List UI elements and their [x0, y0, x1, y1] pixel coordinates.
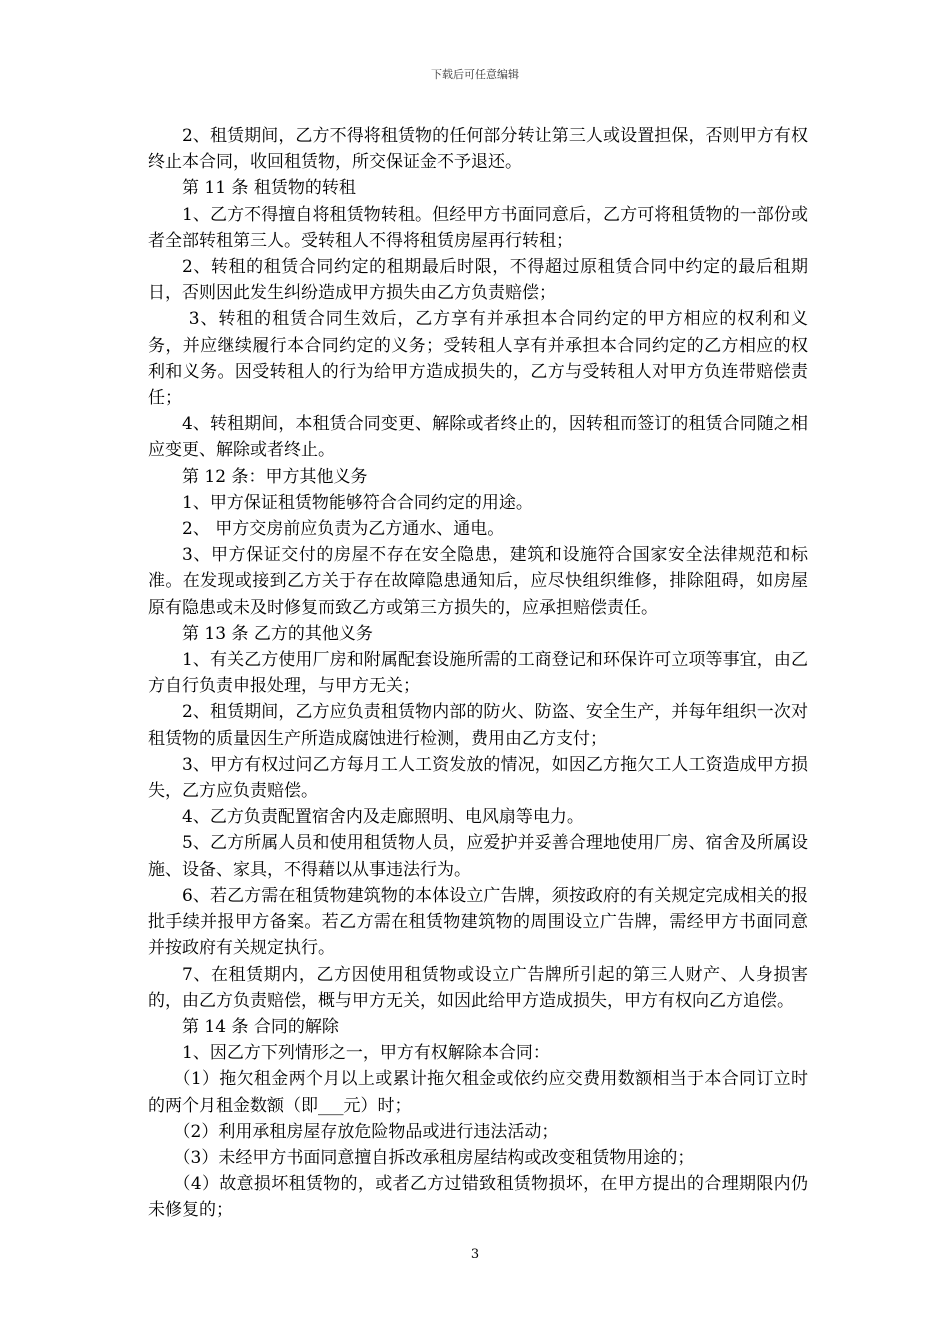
- list-item: （1）拖欠租金两个月以上或累计拖欠租金或依约应交费用数额相当于本合同订立时的两个月租金数额（即___元）时；: [148, 1069, 808, 1116]
- article-heading: 第 12 条：甲方其他义务: [182, 466, 368, 487]
- paragraph: 2、租赁期间，乙方应负责租赁物内部的防火、防盗、安全生产，并每年组织一次对租赁物的质量因生产所造成腐蚀进行检测，费用由乙方支付；: [148, 702, 808, 749]
- paragraph: 4、乙方负责配置宿舍内及走廊照明、电风扇等电力。: [182, 807, 584, 828]
- paragraph: 2、租赁期间，乙方不得将租赁物的任何部分转让第三人或设置担保，否则甲方有权终止本合同，收回租赁物，所交保证金不予退还。: [148, 126, 808, 173]
- paragraph: 6、若乙方需在租赁物建筑物的本体设立广告牌，须按政府的有关规定完成相关的报批手续并报甲方备案。若乙方需在租赁物建筑物的周围设立广告牌，需经甲方书面同意并按政府有关规定执行。: [148, 885, 808, 959]
- list-item: （2）利用承租房屋存放危险物品或进行违法活动；: [173, 1121, 559, 1142]
- paragraph: 1、有关乙方使用厂房和附属配套设施所需的工商登记和环保许可立项等事宜，由乙方自行负责申报处理，与甲方无关；: [148, 650, 808, 697]
- paragraph: 1、乙方不得擅自将租赁物转租。但经甲方书面同意后，乙方可将租赁物的一部份或者全部转租第三人。受转租人不得将租赁房屋再行转租；: [148, 204, 808, 251]
- article-heading: 第 14 条 合同的解除: [182, 1016, 339, 1037]
- paragraph: 1、甲方保证租赁物能够符合合同约定的用途。: [182, 492, 533, 513]
- page-header: 下载后可任意编辑: [431, 68, 519, 81]
- paragraph: 2、 甲方交房前应负责为乙方通水、通电。: [182, 519, 505, 540]
- paragraph: 5、乙方所属人员和使用租赁物人员，应爱护并妥善合理地使用厂房、宿舍及所属设施、设备、家具，不得藉以从事违法行为。: [148, 833, 808, 880]
- paragraph: 2、转租的租赁合同约定的租期最后时限，不得超过原租赁合同中约定的最后租期日，否则因此发生纠纷造成甲方损失由乙方负责赔偿；: [148, 257, 808, 304]
- contract-body: [148, 123, 808, 1224]
- article-heading: 第 11 条 租赁物的转租: [182, 178, 356, 199]
- paragraph: 3、甲方有权过问乙方每月工人工资发放的情况，如因乙方拖欠工人工资造成甲方损失，乙方应负责赔偿。: [148, 754, 808, 802]
- paragraph: 3、转租的租赁合同生效后，乙方享有并承担本合同约定的甲方相应的权利和义务，并应继续履行本合同约定的义务；受转租人享有并承担本合同约定的乙方相应的权利和义务。因受转租人的行为给甲方造成损失的，乙方与受转租人对甲方负连带赔偿责任；: [148, 309, 808, 409]
- paragraph: 1、因乙方下列情形之一，甲方有权解除本合同：: [182, 1043, 550, 1064]
- list-item: （3）未经甲方书面同意擅自拆改承租房屋结构或改变租赁物用途的；: [173, 1147, 695, 1168]
- article-heading: 第 13 条 乙方的其他义务: [182, 623, 373, 644]
- paragraph: 4、转租期间，本租赁合同变更、解除或者终止的，因转租而签订的租赁合同随之相应变更、解除或者终止。: [148, 414, 808, 461]
- list-item: （4）故意损坏租赁物的，或者乙方过错致租赁物损坏，在甲方提出的合理期限内仍未修复的；: [148, 1174, 808, 1221]
- paragraph: 3、甲方保证交付的房屋不存在安全隐患，建筑和设施符合国家安全法律规范和标准。在发现或接到乙方关于存在故障隐患通知后，应尽快组织维修，排除阻碍，如房屋原有隐患或未及时修复而致乙方或第三方损失的，应承担赔偿责任。: [148, 545, 808, 618]
- page-number: 3: [470, 1247, 480, 1262]
- paragraph: 7、在租赁期内，乙方因使用租赁物或设立广告牌所引起的第三人财产、人身损害的，由乙方负责赔偿，概与甲方无关，如因此给甲方造成损失，甲方有权向乙方追偿。: [148, 964, 808, 1011]
